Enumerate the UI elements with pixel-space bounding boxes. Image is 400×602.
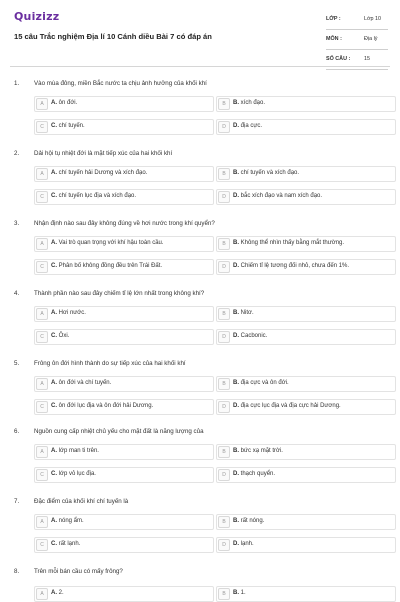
question-number: 8. bbox=[14, 568, 20, 575]
question-3 bbox=[0, 220, 400, 292]
worksheet-meta bbox=[326, 14, 388, 74]
option-b[interactable] bbox=[216, 444, 396, 460]
meta-class-value: Lớp 10 bbox=[364, 16, 382, 22]
option-prefix: A. bbox=[51, 240, 57, 246]
question-7 bbox=[0, 498, 400, 570]
meta-count-value: 15 bbox=[364, 56, 370, 62]
option-a[interactable] bbox=[34, 444, 214, 460]
option-letter-badge: D bbox=[218, 401, 230, 413]
option-letter-badge: D bbox=[218, 261, 230, 273]
option-c[interactable] bbox=[34, 467, 214, 483]
option-prefix: C. bbox=[51, 333, 57, 339]
option-letter-badge: B bbox=[218, 98, 230, 110]
option-letter-badge: A bbox=[36, 516, 48, 528]
option-letter-badge: A bbox=[36, 308, 48, 320]
option-text: Nitơ. bbox=[240, 310, 254, 316]
option-prefix: D. bbox=[233, 333, 239, 339]
option-prefix: C. bbox=[51, 541, 57, 547]
option-text: chí tuyến và xích đạo. bbox=[240, 170, 300, 176]
option-letter-badge: C bbox=[36, 401, 48, 413]
question-1 bbox=[0, 80, 400, 152]
option-text: thạch quyển. bbox=[240, 471, 276, 477]
worksheet-header bbox=[0, 0, 400, 62]
option-text: lớp vỏ lục địa. bbox=[58, 471, 96, 477]
option-b[interactable] bbox=[216, 514, 396, 530]
quizizz-logo[interactable]: Quizizz bbox=[14, 10, 60, 23]
header-divider bbox=[10, 66, 390, 67]
question-2 bbox=[0, 150, 400, 222]
option-letter-badge: A bbox=[36, 378, 48, 390]
option-letter-badge: B bbox=[218, 588, 230, 600]
question-number: 4. bbox=[14, 290, 20, 297]
option-d[interactable] bbox=[216, 399, 396, 415]
option-prefix: B. bbox=[233, 448, 239, 454]
option-prefix: C. bbox=[51, 403, 57, 409]
option-text: ôn đới và chí tuyến. bbox=[58, 380, 112, 386]
option-letter-badge: C bbox=[36, 469, 48, 481]
question-number: 7. bbox=[14, 498, 20, 505]
question-number: 1. bbox=[14, 80, 20, 87]
question-text: Vào mùa đông, miền Bắc nước ta chịu ảnh hưởng của khối khí bbox=[34, 80, 207, 87]
meta-class-row bbox=[326, 14, 388, 30]
option-letter-badge: C bbox=[36, 191, 48, 203]
option-prefix: B. bbox=[233, 240, 239, 246]
option-prefix: B. bbox=[233, 170, 239, 176]
option-c[interactable] bbox=[34, 189, 214, 205]
option-c[interactable] bbox=[34, 399, 214, 415]
option-text: bắc xích đạo và nam xích đạo. bbox=[240, 193, 323, 199]
question-text: Nhận định nào sau đây không đúng về hơi nước trong khí quyển? bbox=[34, 220, 215, 227]
option-prefix: D. bbox=[233, 541, 239, 547]
option-c[interactable] bbox=[34, 259, 214, 275]
question-4 bbox=[0, 290, 400, 362]
option-text: địa cực lục địa và địa cực hải Dương. bbox=[240, 403, 341, 409]
option-b[interactable] bbox=[216, 306, 396, 322]
question-text: Đặc điểm của khối khí chí tuyến là bbox=[34, 498, 129, 505]
option-text: rất nóng. bbox=[240, 518, 265, 524]
option-text: địa cực và ôn đới. bbox=[240, 380, 289, 386]
option-text: chí tuyến lục địa và xích đạo. bbox=[58, 193, 137, 199]
option-d[interactable] bbox=[216, 119, 396, 135]
option-a[interactable] bbox=[34, 166, 214, 182]
option-text: chí tuyến hải Dương và xích đạo. bbox=[58, 170, 148, 176]
option-text: lạnh. bbox=[240, 541, 254, 547]
option-c[interactable] bbox=[34, 119, 214, 135]
option-text: ôn đới lục địa và ôn đới hải Dương. bbox=[58, 403, 154, 409]
option-d[interactable] bbox=[216, 259, 396, 275]
option-letter-badge: A bbox=[36, 168, 48, 180]
option-prefix: D. bbox=[233, 471, 239, 477]
option-prefix: D. bbox=[233, 193, 239, 199]
option-letter-badge: D bbox=[218, 469, 230, 481]
option-letter-badge: A bbox=[36, 588, 48, 600]
option-text: xích đạo. bbox=[240, 100, 266, 106]
option-d[interactable] bbox=[216, 189, 396, 205]
option-prefix: D. bbox=[233, 403, 239, 409]
option-letter-badge: B bbox=[218, 168, 230, 180]
option-letter-badge: B bbox=[218, 238, 230, 250]
question-text: Thành phần nào sau đây chiếm tỉ lệ lớn nhất trong không khí? bbox=[34, 290, 205, 297]
option-letter-badge: C bbox=[36, 121, 48, 133]
option-letter-badge: C bbox=[36, 539, 48, 551]
option-text: nóng ẩm. bbox=[58, 518, 84, 524]
option-prefix: C. bbox=[51, 193, 57, 199]
option-prefix: A. bbox=[51, 448, 57, 454]
option-letter-badge: D bbox=[218, 121, 230, 133]
meta-subject-value: Địa lý bbox=[364, 36, 378, 42]
option-prefix: C. bbox=[51, 263, 57, 269]
option-prefix: A. bbox=[51, 310, 57, 316]
question-text: Frông ôn đới hình thành do sự tiếp xúc của hai khối khí bbox=[34, 360, 186, 367]
option-a[interactable] bbox=[34, 514, 214, 530]
question-text: Dải hội tụ nhiệt đới là mặt tiếp xúc của hai khối khí bbox=[34, 150, 173, 157]
option-a[interactable] bbox=[34, 236, 214, 252]
option-letter-badge: D bbox=[218, 539, 230, 551]
worksheet-title: 15 câu Trắc nghiệm Địa lí 10 Cánh diều Bài 7 có đáp án bbox=[14, 32, 212, 41]
option-text: Chiếm tỉ lệ tương đối nhỏ, chưa đến 1%. bbox=[240, 263, 350, 269]
option-text: Cacbonic. bbox=[240, 333, 268, 339]
meta-class-label: LỚP : bbox=[326, 16, 341, 22]
question-number: 2. bbox=[14, 150, 20, 157]
option-prefix: B. bbox=[233, 518, 239, 524]
option-prefix: B. bbox=[233, 380, 239, 386]
option-letter-badge: A bbox=[36, 446, 48, 458]
meta-subject-row bbox=[326, 34, 388, 50]
option-text: Hơi nước. bbox=[58, 310, 86, 316]
option-text: 2. bbox=[58, 590, 64, 596]
option-d[interactable] bbox=[216, 329, 396, 345]
option-prefix: A. bbox=[51, 518, 57, 524]
option-text: Ôxi. bbox=[58, 333, 70, 339]
option-d[interactable] bbox=[216, 537, 396, 553]
option-prefix: A. bbox=[51, 380, 57, 386]
option-text: địa cực. bbox=[240, 123, 263, 129]
option-b[interactable] bbox=[216, 166, 396, 182]
option-text: Không thể nhìn thấy bằng mắt thường. bbox=[240, 240, 345, 246]
option-letter-badge: B bbox=[218, 308, 230, 320]
option-text: 1. bbox=[240, 590, 246, 596]
option-text: Phân bố không đồng đều trên Trái Đất. bbox=[58, 263, 163, 269]
question-5 bbox=[0, 360, 400, 432]
option-prefix: C. bbox=[51, 471, 57, 477]
question-8 bbox=[0, 568, 400, 600]
option-letter-badge: B bbox=[218, 378, 230, 390]
question-6 bbox=[0, 428, 400, 500]
option-prefix: C. bbox=[51, 123, 57, 129]
meta-count-row bbox=[326, 54, 388, 70]
option-prefix: A. bbox=[51, 590, 57, 596]
option-text: bức xạ mặt trời. bbox=[240, 448, 283, 454]
question-text: Trên mỗi bán cầu có mấy frông? bbox=[34, 568, 123, 575]
question-number: 5. bbox=[14, 360, 20, 367]
option-letter-badge: B bbox=[218, 446, 230, 458]
option-c[interactable] bbox=[34, 329, 214, 345]
meta-subject-label: MÔN : bbox=[326, 36, 342, 42]
question-text: Nguồn cung cấp nhiệt chủ yếu cho mặt đất là năng lượng của bbox=[34, 428, 204, 435]
option-a[interactable] bbox=[34, 376, 214, 392]
option-a[interactable] bbox=[34, 96, 214, 112]
option-letter-badge: D bbox=[218, 331, 230, 343]
option-letter-badge: B bbox=[218, 516, 230, 528]
option-letter-badge: C bbox=[36, 261, 48, 273]
option-b[interactable] bbox=[216, 236, 396, 252]
option-text: chí tuyến. bbox=[58, 123, 85, 129]
option-prefix: D. bbox=[233, 263, 239, 269]
option-prefix: A. bbox=[51, 100, 57, 106]
meta-count-label: SỐ CÂU : bbox=[326, 56, 351, 62]
option-a[interactable] bbox=[34, 306, 214, 322]
option-prefix: B. bbox=[233, 590, 239, 596]
option-letter-badge: A bbox=[36, 98, 48, 110]
option-prefix: B. bbox=[233, 100, 239, 106]
option-letter-badge: A bbox=[36, 238, 48, 250]
option-b[interactable] bbox=[216, 376, 396, 392]
option-c[interactable] bbox=[34, 537, 214, 553]
option-letter-badge: D bbox=[218, 191, 230, 203]
option-text: ôn đới. bbox=[58, 100, 78, 106]
option-prefix: B. bbox=[233, 310, 239, 316]
option-d[interactable] bbox=[216, 467, 396, 483]
question-number: 3. bbox=[14, 220, 20, 227]
option-prefix: D. bbox=[233, 123, 239, 129]
option-prefix: A. bbox=[51, 170, 57, 176]
option-letter-badge: C bbox=[36, 331, 48, 343]
option-text: Vai trò quan trọng với khí hậu toàn cầu. bbox=[58, 240, 164, 246]
option-text: rất lạnh. bbox=[58, 541, 81, 547]
question-number: 6. bbox=[14, 428, 20, 435]
option-b[interactable] bbox=[216, 96, 396, 112]
option-text: lớp man ti trên. bbox=[58, 448, 99, 454]
